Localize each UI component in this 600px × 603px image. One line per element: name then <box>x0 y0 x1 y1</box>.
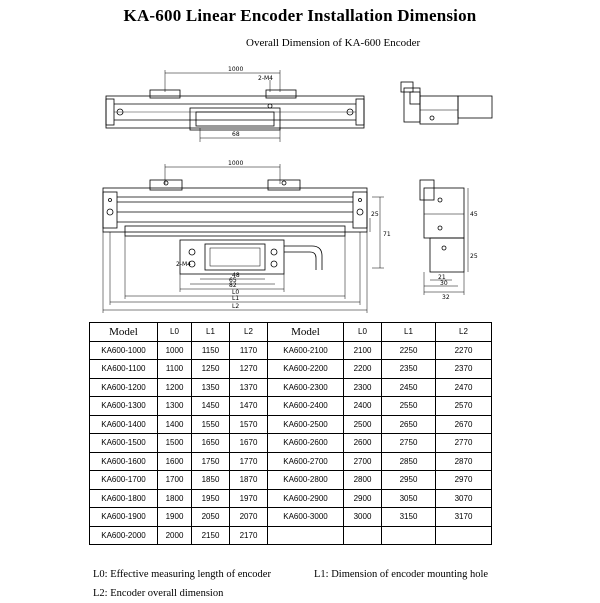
value-cell: 2850 <box>382 452 436 471</box>
table-row <box>90 489 492 508</box>
header-model-right: Model <box>268 323 344 342</box>
model-cell: KA600-1800 <box>90 489 158 508</box>
value-cell: 1300 <box>158 397 192 416</box>
table-row <box>90 397 492 416</box>
dim-32: 32 <box>442 294 450 301</box>
model-cell: KA600-2000 <box>90 526 158 545</box>
value-cell: 2200 <box>344 360 382 379</box>
note-l1: L1: Dimension of encoder mounting hole <box>314 569 489 580</box>
value-cell: 2600 <box>344 434 382 453</box>
model-cell: KA600-2800 <box>268 471 344 490</box>
header-l2-left: L2 <box>230 323 268 342</box>
header-l0-left: L0 <box>158 323 192 342</box>
value-cell: 2650 <box>382 415 436 434</box>
value-cell: 1800 <box>158 489 192 508</box>
value-cell: 3070 <box>436 489 492 508</box>
value-cell: 1970 <box>230 489 268 508</box>
value-cell: 2450 <box>382 378 436 397</box>
value-cell: 1370 <box>230 378 268 397</box>
value-cell: 1650 <box>192 434 230 453</box>
value-cell: 2870 <box>436 452 492 471</box>
model-cell: KA600-2100 <box>268 341 344 360</box>
header-model-left: Model <box>90 323 158 342</box>
model-cell: KA600-2200 <box>268 360 344 379</box>
header-l2-right: L2 <box>436 323 492 342</box>
dim-82: 82 <box>229 282 237 289</box>
model-dimension-table <box>89 322 492 545</box>
model-cell: KA600-1700 <box>90 471 158 490</box>
dim-l1: L1 <box>232 295 240 302</box>
value-cell: 1670 <box>230 434 268 453</box>
note-l2: L2: Encoder overall dimension <box>93 588 224 599</box>
value-cell: 1450 <box>192 397 230 416</box>
value-cell: 2570 <box>436 397 492 416</box>
value-cell: 1350 <box>192 378 230 397</box>
model-cell: KA600-3000 <box>268 508 344 527</box>
model-cell: KA600-1400 <box>90 415 158 434</box>
notes <box>93 565 489 603</box>
value-cell: 1400 <box>158 415 192 434</box>
value-cell: 2750 <box>382 434 436 453</box>
value-cell: 2900 <box>344 489 382 508</box>
model-cell: KA600-1100 <box>90 360 158 379</box>
value-cell: 1700 <box>158 471 192 490</box>
dim-25-side: 25 <box>470 253 478 260</box>
value-cell: 1870 <box>230 471 268 490</box>
model-cell: KA600-1000 <box>90 341 158 360</box>
value-cell: 1900 <box>158 508 192 527</box>
value-cell: 1000 <box>158 341 192 360</box>
value-cell: 2970 <box>436 471 492 490</box>
value-cell: 1470 <box>230 397 268 416</box>
table-row <box>90 360 492 379</box>
value-cell: 1950 <box>192 489 230 508</box>
value-cell <box>382 526 436 545</box>
dim-30: 30 <box>440 280 448 287</box>
dim-68-top: 68 <box>232 131 240 138</box>
dim-71: 71 <box>383 231 391 238</box>
table-row <box>90 452 492 471</box>
model-cell: KA600-2500 <box>268 415 344 434</box>
table-row <box>90 434 492 453</box>
header-l1-left: L1 <box>192 323 230 342</box>
dim-25: 25 <box>371 211 379 218</box>
dim-1000-lower: 1000 <box>228 160 244 167</box>
value-cell: 2070 <box>230 508 268 527</box>
value-cell: 1150 <box>192 341 230 360</box>
value-cell: 2800 <box>344 471 382 490</box>
dim-1000-top: 1000 <box>228 66 244 73</box>
value-cell: 3170 <box>436 508 492 527</box>
value-cell: 2150 <box>192 526 230 545</box>
value-cell: 2000 <box>158 526 192 545</box>
header-l0-right: L0 <box>344 323 382 342</box>
model-cell: KA600-2700 <box>268 452 344 471</box>
value-cell: 2250 <box>382 341 436 360</box>
value-cell: 1250 <box>192 360 230 379</box>
model-cell <box>268 526 344 545</box>
value-cell: 2050 <box>192 508 230 527</box>
dim-l0: L0 <box>232 289 240 296</box>
dim-screw-lower: 2-M4 <box>176 261 191 268</box>
dim-45: 45 <box>470 211 478 218</box>
value-cell: 2300 <box>344 378 382 397</box>
table-row <box>90 526 492 545</box>
value-cell: 3000 <box>344 508 382 527</box>
value-cell: 1100 <box>158 360 192 379</box>
dim-48: 48 <box>232 272 240 279</box>
value-cell: 2500 <box>344 415 382 434</box>
header-l1-right: L1 <box>382 323 436 342</box>
value-cell: 3150 <box>382 508 436 527</box>
value-cell: 2100 <box>344 341 382 360</box>
value-cell: 3050 <box>382 489 436 508</box>
drawing-subtitle: Overall Dimension of KA-600 Encoder <box>246 37 421 49</box>
value-cell <box>344 526 382 545</box>
page-title: KA-600 Linear Encoder Installation Dimension <box>123 6 477 25</box>
table-row <box>90 415 492 434</box>
value-cell: 2670 <box>436 415 492 434</box>
value-cell: 2270 <box>436 341 492 360</box>
model-cell: KA600-2400 <box>268 397 344 416</box>
value-cell: 1270 <box>230 360 268 379</box>
value-cell: 2470 <box>436 378 492 397</box>
value-cell: 1600 <box>158 452 192 471</box>
table-row <box>90 378 492 397</box>
note-l0: L0: Effective measuring length of encoder <box>93 569 271 580</box>
table-row <box>90 508 492 527</box>
value-cell: 1570 <box>230 415 268 434</box>
model-cell: KA600-1300 <box>90 397 158 416</box>
value-cell: 2950 <box>382 471 436 490</box>
value-cell: 2170 <box>230 526 268 545</box>
value-cell: 1550 <box>192 415 230 434</box>
value-cell: 1770 <box>230 452 268 471</box>
model-cell: KA600-2600 <box>268 434 344 453</box>
table-header-row <box>90 323 492 342</box>
dim-screw-top: 2-M4 <box>258 75 273 82</box>
dim-21: 21 <box>438 274 446 281</box>
model-cell: KA600-2900 <box>268 489 344 508</box>
value-cell: 2770 <box>436 434 492 453</box>
model-cell: KA600-1900 <box>90 508 158 527</box>
dim-l2: L2 <box>232 303 240 310</box>
model-cell: KA600-1500 <box>90 434 158 453</box>
value-cell: 1750 <box>192 452 230 471</box>
value-cell: 2370 <box>436 360 492 379</box>
value-cell: 1170 <box>230 341 268 360</box>
value-cell: 2700 <box>344 452 382 471</box>
model-cell: KA600-1600 <box>90 452 158 471</box>
table-row <box>90 471 492 490</box>
value-cell: 2400 <box>344 397 382 416</box>
table-row <box>90 341 492 360</box>
value-cell: 1200 <box>158 378 192 397</box>
model-cell: KA600-1200 <box>90 378 158 397</box>
value-cell: 1500 <box>158 434 192 453</box>
value-cell: 2550 <box>382 397 436 416</box>
value-cell: 2350 <box>382 360 436 379</box>
model-cell: KA600-2300 <box>268 378 344 397</box>
value-cell <box>436 526 492 545</box>
dim-65: 65 <box>229 277 237 284</box>
value-cell: 1850 <box>192 471 230 490</box>
